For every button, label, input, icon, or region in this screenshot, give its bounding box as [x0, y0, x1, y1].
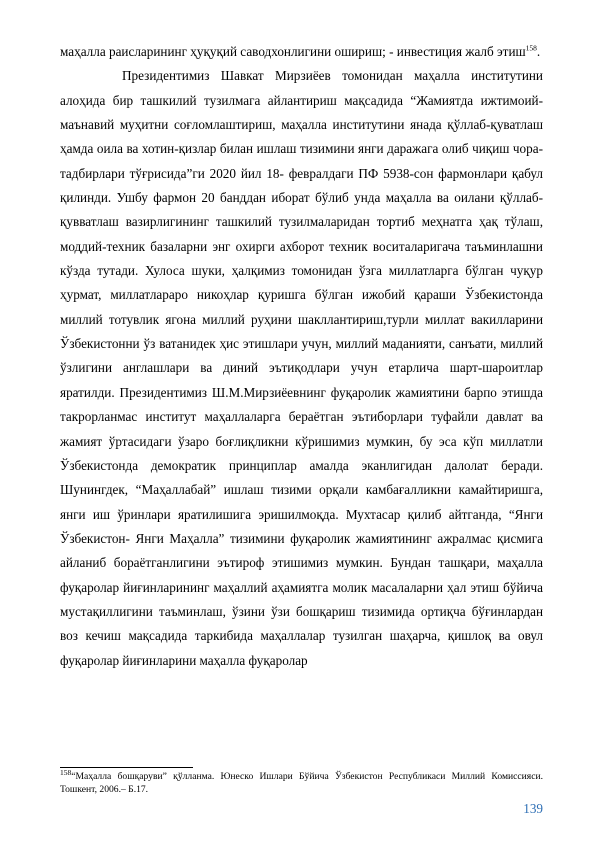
paragraph-1-trailing: .	[536, 44, 541, 59]
footnote-number: 158	[60, 767, 72, 777]
paragraph-1	[60, 40, 543, 64]
footnote	[60, 767, 543, 796]
paragraph-2: Президентимиз Шавкат Мирзиёев томонидан маҳалла институтини алоҳида бир ташкилий тузилмага айлантириш мақсадида “Жамиятда ижтимоий-маънавий муҳитни соғломлаштириш, маҳалла институтини янада қўллаб-қуватлаш ҳамда оила ва хотин-қизлар билан ишлаш тизимини янги даражага олиб чиқиш чора-тадбирлари тўғрисида”ги 2020 йил 18- февралдаги ПФ 5938-сон фармонлари қабул қилинди. Ушбу фармон 20 банддан иборат бўлиб унда маҳалла ва оилани қўллаб-қувватлаш вазирлигининг ташкилий тузилмаларидан тортиб меҳнатга ҳақ тўлаш, моддий-техник базаларни энг охирги ахборот техник воситаларигача таъминлашни кўзда тутади. Хулоса шуки, ҳалқимиз томонидан ўзга миллатларга бўлган чуқур ҳурмат, миллатлараро никоҳлар қуришга бўлган ижобий қараши Ўзбекистонда миллий тотувлик ягона миллий руҳини шакллантириш,турли миллат вакилларини Ўзбекистонни ўз ватанидек ҳис этишлари учун, миллий маданияти, санъати, миллий ўзлигини англашлари ва диний эътиқодлари учун етарлича шарт-шароитлар яратилди. Президентимиз Ш.М.Мирзиёевнинг фуқаролик жамиятини барпо этишда такрорланмас институт маҳаллаларга бераётган эътиборлари туфайли давлат ва жамият ўртасидаги ўзаро боғлиқликни кўришимиз мумкин, бу эса кўп миллатли Ўзбекистонда демократик принциплар амалда эканлигидан далолат беради. Шунингдек, “Маҳаллабай” ишлаш тизими орқали камбағалликни камайтиришга, янги иш ўринлари яратилишига эришилмоқда. Мухтасар қилиб айтганда, “Янги Ўзбекистон- Янги Маҳалла” тизимини фуқаролик жамиятининг ажралмас қисмига айланиб бораётганлигини эътироф этишимиз мумкин. Бундан ташқари, маҳалла фуқаролар йиғинларининг маҳаллий аҳамиятга молик масалаларни ҳал этиш бўйича мустақиллигини таъминлаш, ўзини ўзи бошқариш тизимида ортиқча бўғинлардан воз кечиш мақсадида таркибида маҳаллалар тузилган шаҳарча, қишлоқ ва овул фуқаролар йиғинларини маҳалла фуқаролар	[60, 68, 543, 668]
body-text	[60, 40, 543, 673]
footnote-reference[interactable]: 158	[525, 43, 537, 53]
footnote-separator	[60, 767, 193, 768]
page-number: 139	[523, 801, 543, 816]
paragraph-1-text: маҳалла раисларининг ҳуқуқий саводхонлигини ошириш; - инвестиция жалб этиш	[60, 44, 526, 59]
footnote-text: “Маҳалла бошқаруви” қўлланма. Юнеско Ишлари Бўйича Ўзбекистон Республикаси Миллий Комиссияси. Тошкент, 2006.– Б.17.	[60, 771, 543, 795]
